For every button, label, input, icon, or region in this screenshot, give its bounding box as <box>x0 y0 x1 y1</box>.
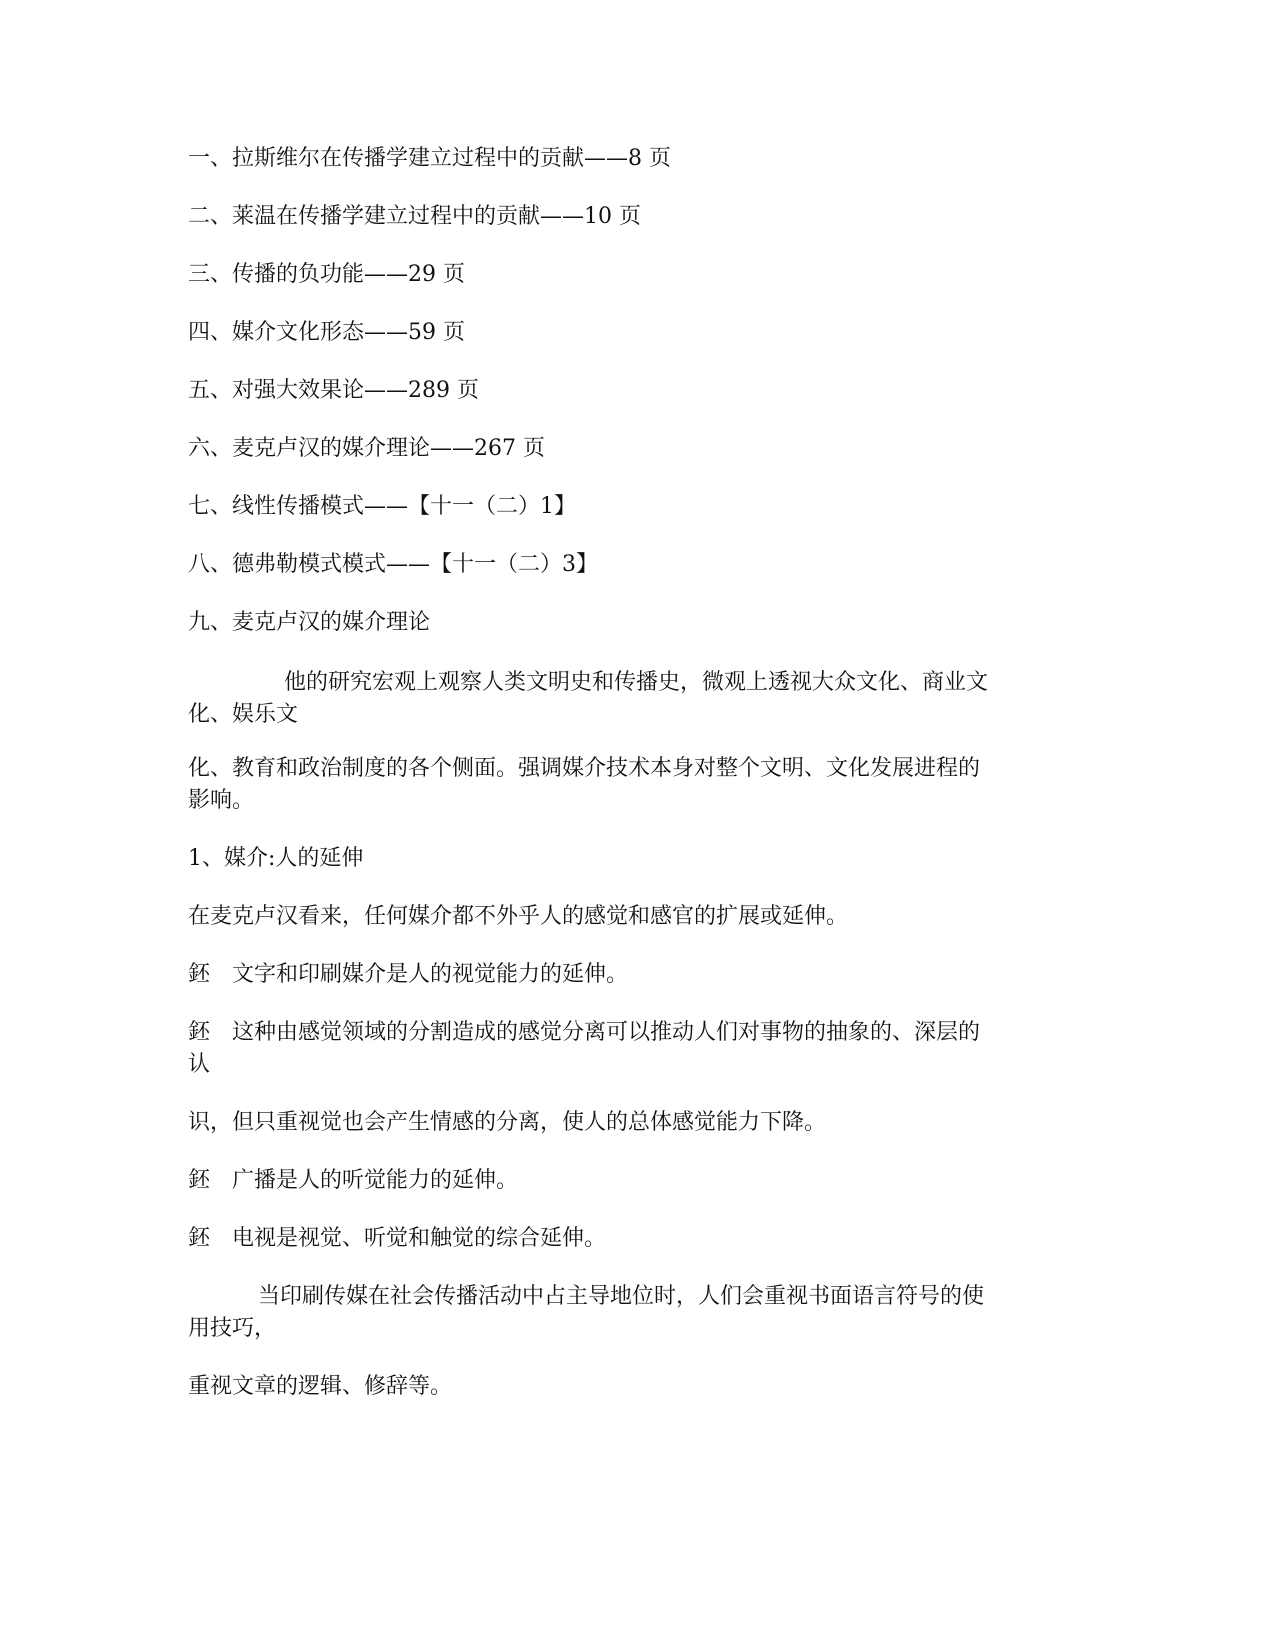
bullet-item-2 <box>188 1016 1088 1050</box>
closing-paragraph-line-2: 重视文章的逻辑、修辞等。 <box>188 1374 453 1399</box>
intro-paragraph-wrap-1: 化、娱乐文 <box>188 702 299 727</box>
toc-item-3: 三、传播的负功能——29 页 <box>188 262 465 287</box>
bullet-glyph: 鉟 <box>188 1020 211 1045</box>
section-heading: 1、媒介:人的延伸 <box>188 846 364 871</box>
intro-paragraph-line-2: 化、教育和政治制度的各个侧面。强调媒介技术本身对整个文明、文化发展进程的 <box>188 756 981 781</box>
closing-paragraph-line-1: 当印刷传媒在社会传播活动中占主导地位时，人们会重视书面语言符号的使 <box>258 1284 985 1309</box>
bullet-text: 这种由感觉领域的分割造成的感觉分离可以推动人们对事物的抽象的、深层的 <box>232 1020 981 1045</box>
toc-item-1: 一、拉斯维尔在传播学建立过程中的贡献——8 页 <box>188 146 671 171</box>
bullet-glyph: 鉟 <box>188 962 211 987</box>
bullet-item-4 <box>188 1222 1088 1256</box>
bullet-item-1 <box>188 958 1088 992</box>
toc-item-7: 七、线性传播模式——【十一（二）1】 <box>188 494 576 519</box>
bullet-item-3 <box>188 1164 1088 1198</box>
bullet-item-2-continuation: 识，但只重视觉也会产生情感的分离，使人的总体感觉能力下降。 <box>188 1110 827 1135</box>
bullet-text: 文字和印刷媒介是人的视觉能力的延伸。 <box>232 962 629 987</box>
toc-item-6: 六、麦克卢汉的媒介理论——267 页 <box>188 436 545 461</box>
toc-item-2: 二、莱温在传播学建立过程中的贡献——10 页 <box>188 204 641 229</box>
toc-item-4: 四、媒介文化形态——59 页 <box>188 320 465 345</box>
intro-paragraph-wrap-2: 影响。 <box>188 788 255 813</box>
closing-paragraph-wrap-1: 用技巧， <box>188 1316 277 1341</box>
bullet-glyph: 鉟 <box>188 1168 211 1193</box>
bullet-text: 广播是人的听觉能力的延伸。 <box>232 1168 519 1193</box>
bullet-item-2-wrap: 认 <box>188 1052 211 1077</box>
intro-paragraph-line-1: 他的研究宏观上观察人类文明史和传播史，微观上透视大众文化、商业文 <box>284 670 989 695</box>
toc-item-8: 八、德弗勒模式模式——【十一（二）3】 <box>188 552 598 577</box>
bullet-glyph: 鉟 <box>188 1226 211 1251</box>
bullet-text: 电视是视觉、听觉和触觉的综合延伸。 <box>232 1226 607 1251</box>
toc-item-5: 五、对强大效果论——289 页 <box>188 378 479 403</box>
section-lead: 在麦克卢汉看来，任何媒介都不外乎人的感觉和感官的扩展或延伸。 <box>188 904 849 929</box>
toc-item-9: 九、麦克卢汉的媒介理论 <box>188 610 431 635</box>
